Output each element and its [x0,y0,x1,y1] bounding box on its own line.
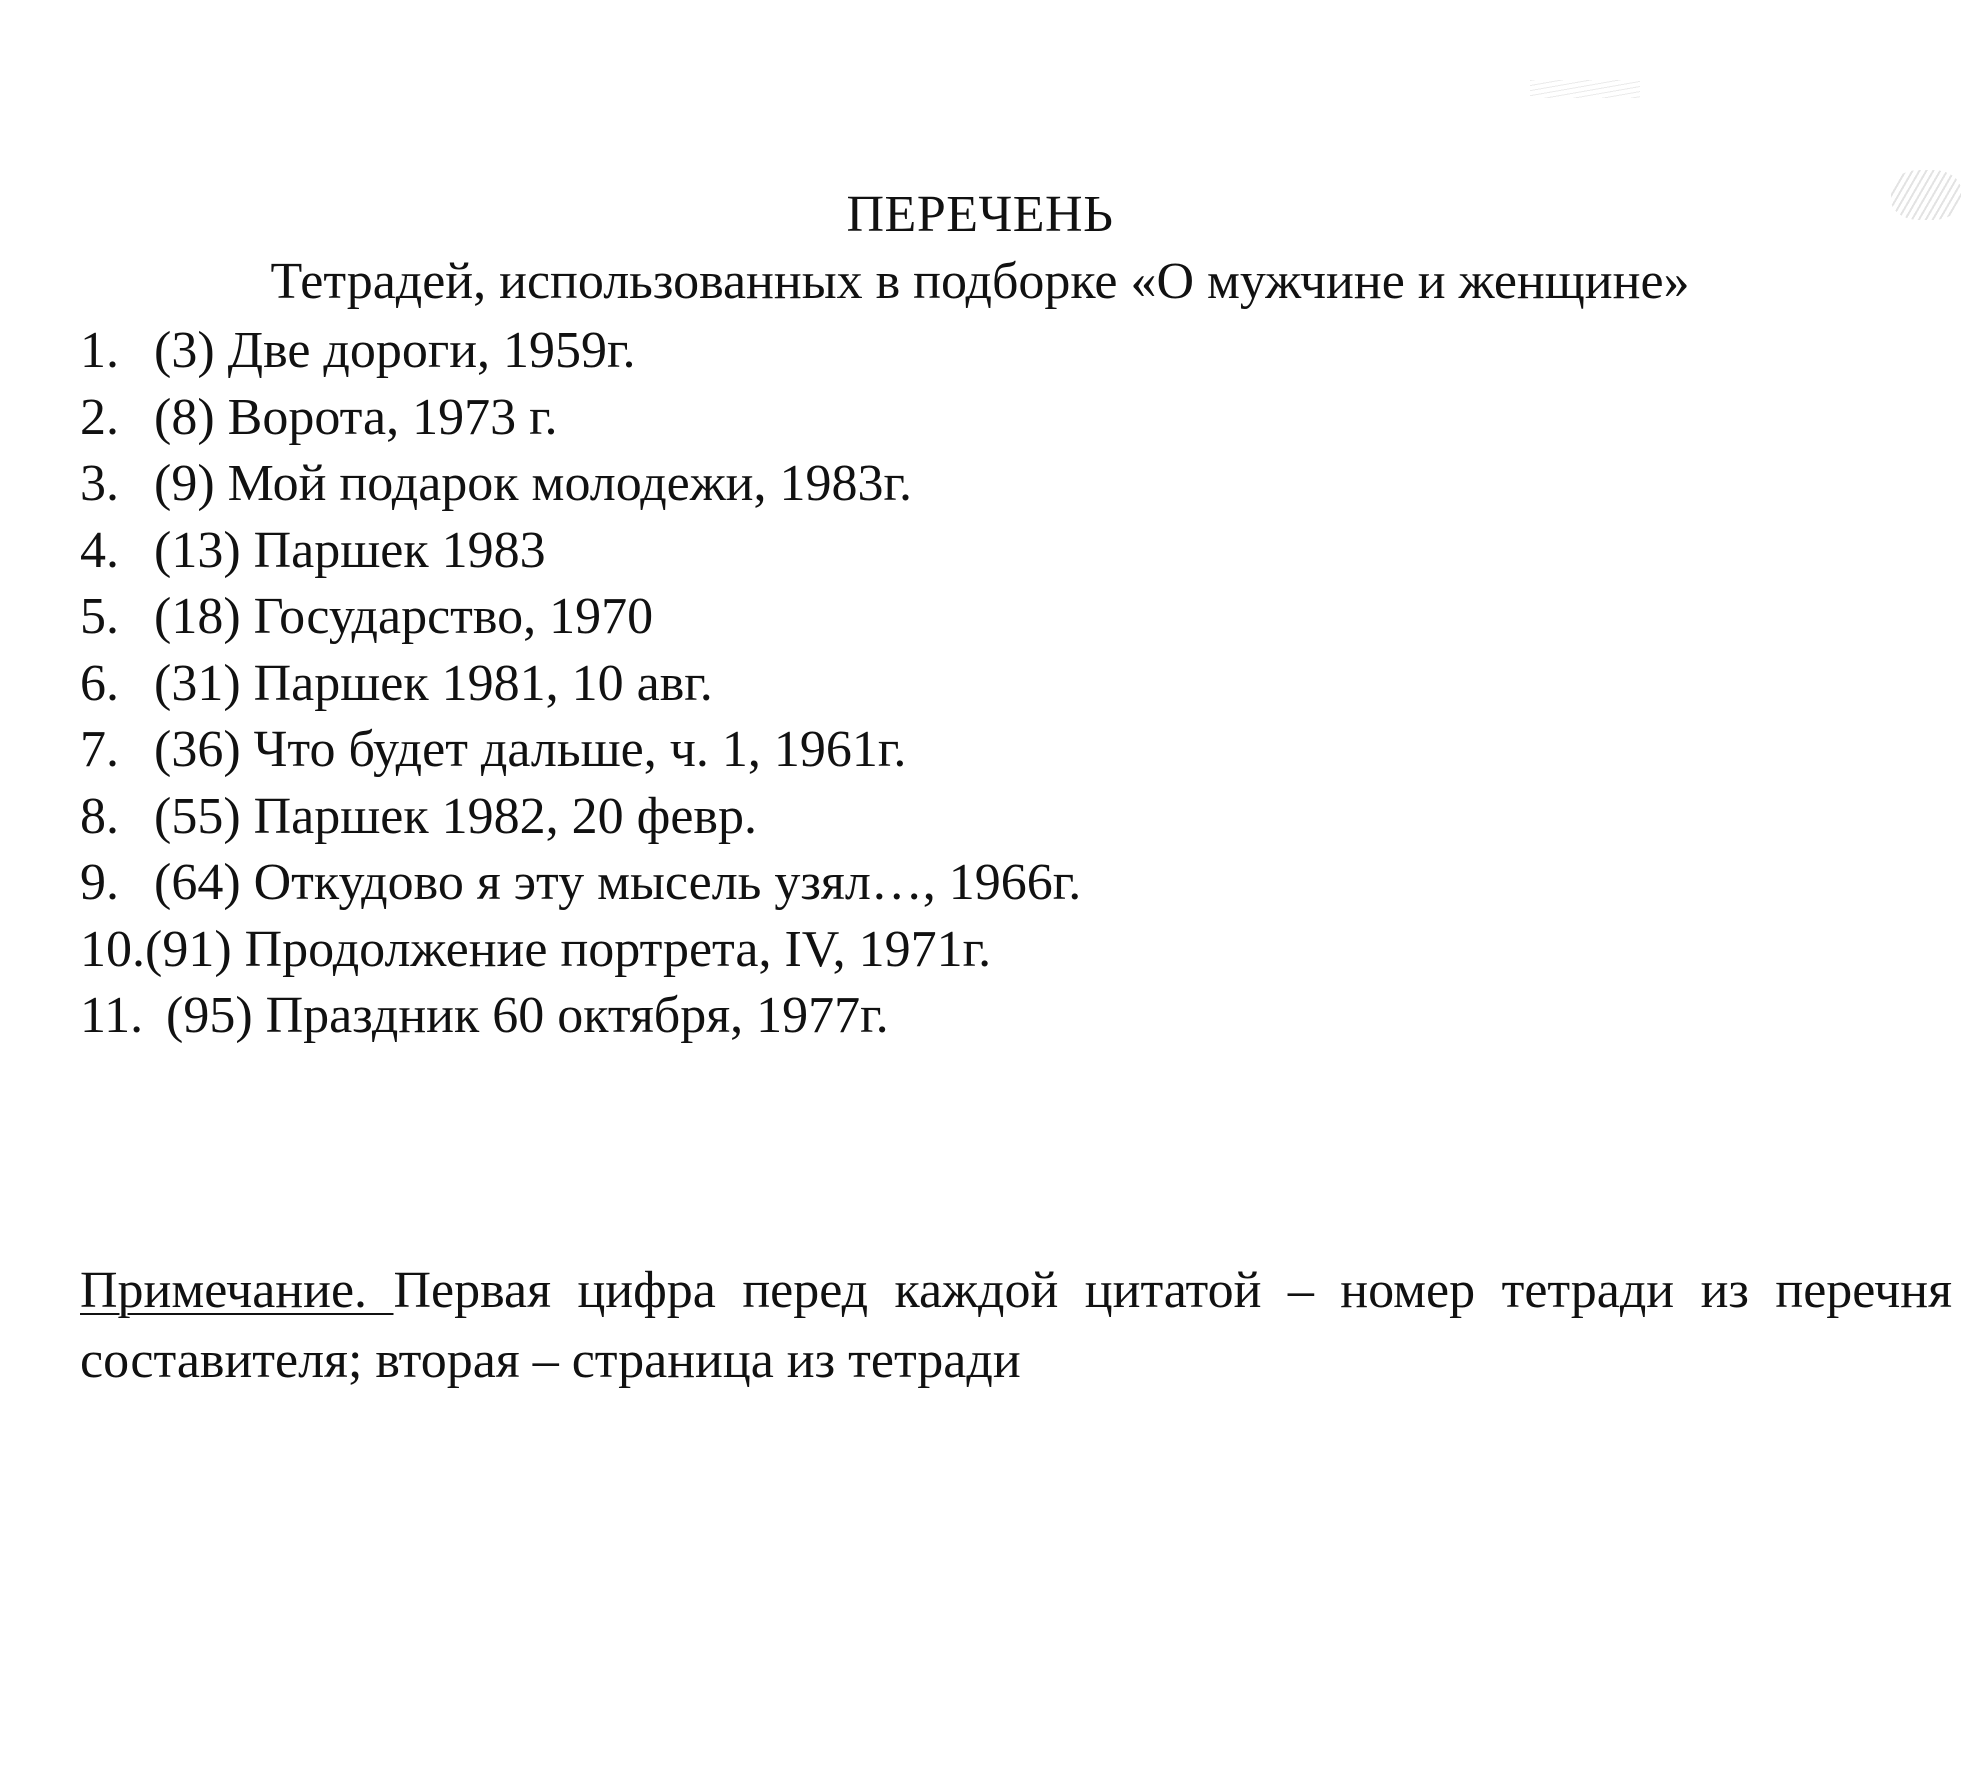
list-item-text: (91) Продолжение портрета, IV, 1971г. [145,920,992,978]
note-label: Примечание. [80,1262,394,1319]
list-item-text: (31) Паршек 1981, 10 авг. [154,654,713,712]
scan-smudge [1530,80,1640,98]
list-item-number: 10. [80,920,145,978]
list-item-number: 7. [80,721,119,778]
list-item-text: (64) Откудово я эту мысель узял…, 1966г. [154,854,1082,911]
list-item-text: (9) Мой подарок молодежи, 1983г. [154,455,912,512]
list-item-number: 6. [80,654,119,712]
list-item [80,717,1081,784]
notebook-list [80,318,1081,1050]
list-item-number: 2. [80,388,119,446]
list-item-text: (18) Государство, 1970 [154,588,654,645]
list-item-text: (36) Что будет дальше, ч. 1, 1961г. [154,721,907,778]
list-item [80,584,1081,651]
note-paragraph [80,1256,1952,1396]
list-item-text: (8) Ворота, 1973 г. [154,388,558,446]
list-item-text: (3) Две дороги, 1959г. [154,322,636,379]
list-item-number: 4. [80,521,119,579]
list-item [80,318,1081,385]
list-item [80,451,1081,518]
list-item [80,917,1081,984]
list-item-text: (95) Праздник 60 октября, 1977г. [166,987,889,1044]
list-item-text: (55) Паршек 1982, 20 февр. [154,787,757,845]
list-item-number: 5. [80,588,119,645]
list-item-number: 1. [80,322,119,379]
list-item-number: 3. [80,455,119,512]
note-text: Первая цифра перед каждой цитатой – номер тетради из перечня составителя; вторая – страница из тетради [80,1262,1952,1389]
list-item [80,850,1081,917]
list-item [80,518,1081,585]
document-subtitle: Тетрадей, использованных в подборке «О мужчине и женщине» [270,253,1690,310]
list-item [80,983,1081,1050]
list-item [80,784,1081,851]
document-title: ПЕРЕЧЕНЬ [846,186,1114,243]
list-item [80,651,1081,718]
list-item-number: 9. [80,854,119,911]
list-item-number: 11. [80,987,144,1044]
list-item [80,385,1081,452]
list-item-number: 8. [80,787,119,845]
list-item-text: (13) Паршек 1983 [154,521,546,579]
